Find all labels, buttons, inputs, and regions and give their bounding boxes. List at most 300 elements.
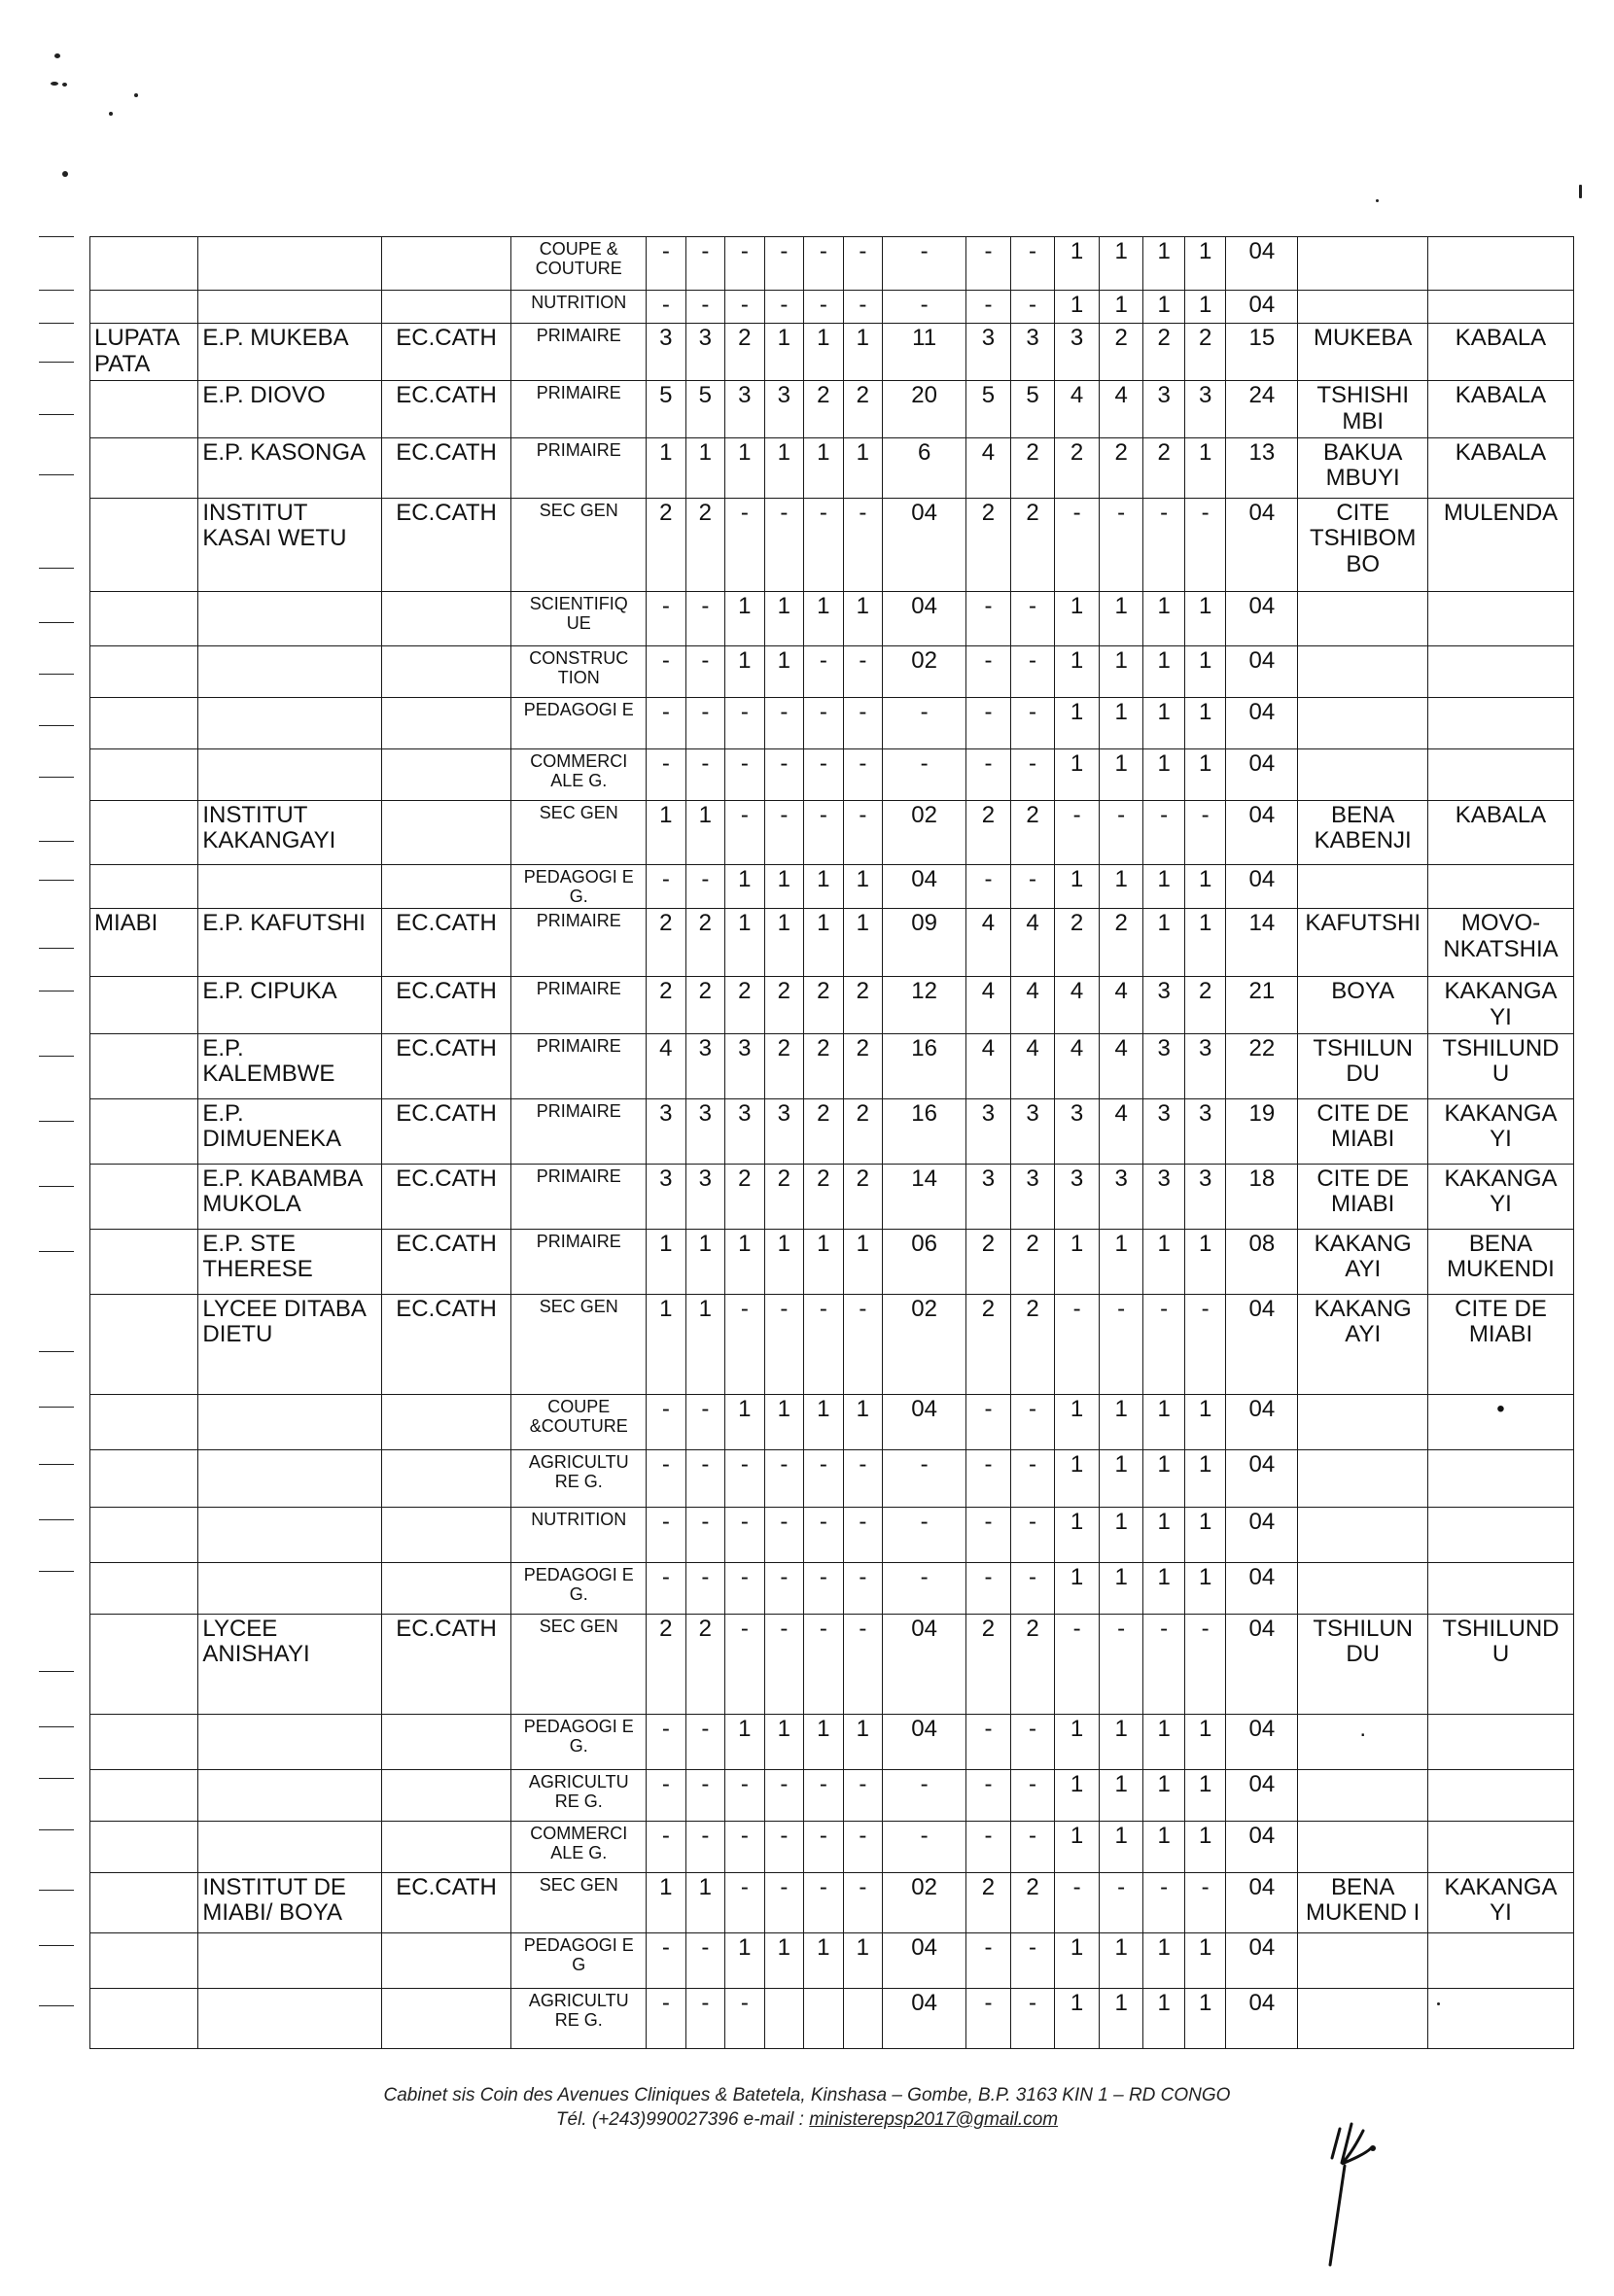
count-cell: 04 xyxy=(883,498,966,591)
count-cell: 3 xyxy=(685,1033,725,1098)
section-cell: PEDAGOGI E xyxy=(511,697,647,748)
count-cell: - xyxy=(883,1562,966,1614)
count-cell: - xyxy=(647,591,686,645)
count-cell: 1 xyxy=(1184,1394,1226,1449)
count-cell: - xyxy=(685,864,725,908)
count-cell: 1 xyxy=(725,437,765,498)
location-cell: . xyxy=(1298,1714,1428,1769)
count-cell: 1 xyxy=(1184,645,1226,697)
count-cell: 2 xyxy=(1143,324,1185,381)
count-cell: 2 xyxy=(685,908,725,976)
count-cell: 1 xyxy=(1184,908,1226,976)
count-cell: 1 xyxy=(1055,1507,1100,1562)
count-cell: - xyxy=(1010,291,1055,324)
location-cell: BENA MUKENDI xyxy=(1428,1229,1574,1294)
section-cell: PRIMAIRE xyxy=(511,324,647,381)
count-cell: - xyxy=(764,498,804,591)
table-row xyxy=(90,976,1574,1033)
count-cell: - xyxy=(1010,237,1055,291)
count-cell: 1 xyxy=(804,908,844,976)
location-cell: CITE DE MIABI xyxy=(1298,1164,1428,1229)
count-cell: 1 xyxy=(764,645,804,697)
zone-cell xyxy=(90,1033,198,1098)
count-cell: 1 xyxy=(1099,697,1143,748)
count-cell: 2 xyxy=(804,1098,844,1164)
count-cell: 2 xyxy=(1055,908,1100,976)
count-cell: - xyxy=(647,1714,686,1769)
count-cell: 1 xyxy=(725,645,765,697)
count-cell: - xyxy=(725,291,765,324)
count-cell: 3 xyxy=(1010,1098,1055,1164)
zone-cell xyxy=(90,1769,198,1821)
table-row xyxy=(90,1098,1574,1164)
location-cell xyxy=(1428,591,1574,645)
count-cell: 2 xyxy=(804,1164,844,1229)
count-cell: 1 xyxy=(1099,1821,1143,1872)
location-cell: • xyxy=(1428,1394,1574,1449)
regime-cell: EC.CATH xyxy=(381,437,511,498)
count-cell: 3 xyxy=(1055,1098,1100,1164)
count-cell: - xyxy=(843,697,883,748)
section-cell: COUPE &COUTURE xyxy=(511,1394,647,1449)
location-cell xyxy=(1428,645,1574,697)
zone-cell xyxy=(90,976,198,1033)
count-cell: - xyxy=(1010,1821,1055,1872)
count-cell: 2 xyxy=(647,908,686,976)
zone-cell xyxy=(90,1449,198,1507)
location-cell xyxy=(1428,1449,1574,1507)
table-row xyxy=(90,1872,1574,1932)
count-cell: 04 xyxy=(1226,1562,1298,1614)
count-cell: 1 xyxy=(1184,1769,1226,1821)
school-name-cell xyxy=(198,1449,381,1507)
count-cell: - xyxy=(764,1614,804,1714)
count-cell: - xyxy=(804,1294,844,1394)
count-cell: 1 xyxy=(1184,291,1226,324)
count-cell: - xyxy=(685,1394,725,1449)
count-cell: - xyxy=(647,1988,686,2048)
count-cell: 3 xyxy=(725,1098,765,1164)
zone-cell: LUPATA PATA xyxy=(90,324,198,381)
count-cell: - xyxy=(966,1769,1011,1821)
school-name-cell: INSTITUT DE MIABI/ BOYA xyxy=(198,1872,381,1932)
count-cell: - xyxy=(804,645,844,697)
count-cell: 1 xyxy=(1143,1988,1185,2048)
margin-tick xyxy=(39,622,74,623)
count-cell: - xyxy=(966,645,1011,697)
count-cell: 1 xyxy=(1055,291,1100,324)
table-row xyxy=(90,1394,1574,1449)
count-cell: 04 xyxy=(1226,645,1298,697)
count-cell: 1 xyxy=(804,1229,844,1294)
count-cell: - xyxy=(843,1614,883,1714)
footer-email-link[interactable]: ministerepsp2017@gmail.com xyxy=(809,2109,1059,2130)
count-cell: - xyxy=(804,697,844,748)
school-name-cell xyxy=(198,1769,381,1821)
count-cell: 02 xyxy=(883,645,966,697)
count-cell: 4 xyxy=(1055,976,1100,1033)
location-cell xyxy=(1298,1932,1428,1988)
count-cell: - xyxy=(764,800,804,864)
section-cell: SEC GEN xyxy=(511,1614,647,1714)
count-cell xyxy=(843,1988,883,2048)
count-cell: 3 xyxy=(1055,324,1100,381)
count-cell: 3 xyxy=(966,1098,1011,1164)
scan-speck xyxy=(62,171,68,177)
count-cell: 04 xyxy=(1226,800,1298,864)
count-cell: 3 xyxy=(647,324,686,381)
regime-cell xyxy=(381,1821,511,1872)
location-cell: KABALA xyxy=(1428,800,1574,864)
margin-tick xyxy=(39,777,74,778)
count-cell: 1 xyxy=(725,591,765,645)
count-cell: 16 xyxy=(883,1033,966,1098)
count-cell: 1 xyxy=(1055,864,1100,908)
count-cell: 06 xyxy=(883,1229,966,1294)
count-cell xyxy=(764,1988,804,2048)
count-cell: - xyxy=(1010,1394,1055,1449)
regime-cell xyxy=(381,697,511,748)
section-cell: PRIMAIRE xyxy=(511,1033,647,1098)
count-cell: 5 xyxy=(966,380,1011,437)
count-cell: 2 xyxy=(1184,976,1226,1033)
count-cell: 1 xyxy=(1099,748,1143,800)
scan-speck xyxy=(1376,199,1379,202)
count-cell: 3 xyxy=(1143,1033,1185,1098)
count-cell: 1 xyxy=(1055,1932,1100,1988)
count-cell: - xyxy=(725,800,765,864)
count-cell: - xyxy=(843,291,883,324)
count-cell: 1 xyxy=(1055,1562,1100,1614)
school-name-cell: INSTITUT KAKANGAYI xyxy=(198,800,381,864)
count-cell: 1 xyxy=(764,1714,804,1769)
count-cell: 3 xyxy=(764,1098,804,1164)
count-cell: 1 xyxy=(1055,1769,1100,1821)
school-staff-table xyxy=(89,236,1574,2049)
section-cell: SEC GEN xyxy=(511,800,647,864)
section-cell: PRIMAIRE xyxy=(511,437,647,498)
margin-tick xyxy=(39,1464,74,1465)
count-cell: - xyxy=(966,748,1011,800)
count-cell: - xyxy=(647,1449,686,1507)
count-cell: - xyxy=(764,1507,804,1562)
section-cell: NUTRITION xyxy=(511,291,647,324)
count-cell: - xyxy=(1099,498,1143,591)
handwritten-signature xyxy=(1313,2109,1400,2275)
margin-tick xyxy=(39,1571,74,1572)
count-cell: 5 xyxy=(647,380,686,437)
count-cell: - xyxy=(725,1449,765,1507)
count-cell: - xyxy=(804,1449,844,1507)
count-cell: - xyxy=(966,1988,1011,2048)
count-cell: - xyxy=(804,1614,844,1714)
section-cell: PRIMAIRE xyxy=(511,1229,647,1294)
count-cell: 1 xyxy=(1143,1507,1185,1562)
count-cell: 1 xyxy=(1143,908,1185,976)
count-cell: - xyxy=(843,1562,883,1614)
regime-cell: EC.CATH xyxy=(381,1229,511,1294)
count-cell: 1 xyxy=(1099,1449,1143,1507)
count-cell: - xyxy=(647,645,686,697)
count-cell: 3 xyxy=(1184,1033,1226,1098)
count-cell: 04 xyxy=(1226,1821,1298,1872)
count-cell: 1 xyxy=(1099,237,1143,291)
school-name-cell: E.P. KABAMBA MUKOLA xyxy=(198,1164,381,1229)
count-cell: 2 xyxy=(843,380,883,437)
table-row xyxy=(90,591,1574,645)
count-cell: 1 xyxy=(804,324,844,381)
margin-tick xyxy=(39,2005,74,2006)
count-cell: 4 xyxy=(1010,976,1055,1033)
location-cell xyxy=(1298,1988,1428,2048)
count-cell: 1 xyxy=(685,1294,725,1394)
count-cell: 1 xyxy=(843,1394,883,1449)
count-cell: 09 xyxy=(883,908,966,976)
count-cell: - xyxy=(1010,1449,1055,1507)
count-cell: 1 xyxy=(843,864,883,908)
count-cell: 1 xyxy=(685,437,725,498)
count-cell: 2 xyxy=(685,1614,725,1714)
count-cell xyxy=(804,1988,844,2048)
count-cell: 1 xyxy=(1143,697,1185,748)
count-cell: 1 xyxy=(764,864,804,908)
count-cell: - xyxy=(685,291,725,324)
count-cell: 2 xyxy=(1010,800,1055,864)
count-cell: 3 xyxy=(647,1164,686,1229)
count-cell: - xyxy=(843,645,883,697)
count-cell: - xyxy=(725,1872,765,1932)
location-cell: KABALA xyxy=(1428,324,1574,381)
count-cell: - xyxy=(883,748,966,800)
count-cell: - xyxy=(804,1821,844,1872)
count-cell: 1 xyxy=(1055,1988,1100,2048)
regime-cell xyxy=(381,864,511,908)
school-name-cell xyxy=(198,864,381,908)
zone-cell xyxy=(90,1507,198,1562)
count-cell: 1 xyxy=(804,437,844,498)
scan-speck xyxy=(134,93,138,97)
count-cell: 04 xyxy=(1226,748,1298,800)
count-cell: 3 xyxy=(966,1164,1011,1229)
regime-cell: EC.CATH xyxy=(381,1614,511,1714)
table-row xyxy=(90,908,1574,976)
count-cell: 2 xyxy=(966,1872,1011,1932)
count-cell: 21 xyxy=(1226,976,1298,1033)
zone-cell xyxy=(90,237,198,291)
count-cell: 2 xyxy=(1099,324,1143,381)
count-cell: - xyxy=(1055,1872,1100,1932)
regime-cell: EC.CATH xyxy=(381,380,511,437)
scan-speck xyxy=(54,53,60,58)
count-cell: 3 xyxy=(725,1033,765,1098)
count-cell: 3 xyxy=(1010,324,1055,381)
count-cell: - xyxy=(1055,1294,1100,1394)
count-cell: - xyxy=(804,498,844,591)
location-cell xyxy=(1298,1769,1428,1821)
count-cell: - xyxy=(1010,645,1055,697)
location-cell xyxy=(1428,748,1574,800)
count-cell: 2 xyxy=(685,498,725,591)
count-cell: - xyxy=(685,591,725,645)
count-cell: - xyxy=(685,237,725,291)
margin-tick xyxy=(39,674,74,675)
count-cell: - xyxy=(1010,864,1055,908)
count-cell: 2 xyxy=(1010,1872,1055,1932)
regime-cell: EC.CATH xyxy=(381,1294,511,1394)
count-cell: - xyxy=(1010,748,1055,800)
school-name-cell: E.P. KASONGA xyxy=(198,437,381,498)
zone-cell xyxy=(90,437,198,498)
count-cell: 04 xyxy=(883,1932,966,1988)
count-cell: 04 xyxy=(1226,1932,1298,1988)
count-cell: 04 xyxy=(1226,1714,1298,1769)
count-cell: 3 xyxy=(1184,1164,1226,1229)
regime-cell xyxy=(381,800,511,864)
count-cell: - xyxy=(843,1872,883,1932)
location-cell xyxy=(1428,1821,1574,1872)
count-cell: - xyxy=(685,748,725,800)
location-cell xyxy=(1298,237,1428,291)
count-cell: - xyxy=(804,237,844,291)
regime-cell: EC.CATH xyxy=(381,1164,511,1229)
count-cell: 1 xyxy=(647,1229,686,1294)
location-cell xyxy=(1428,697,1574,748)
table-row xyxy=(90,645,1574,697)
count-cell: - xyxy=(725,498,765,591)
count-cell: 2 xyxy=(725,976,765,1033)
count-cell: 1 xyxy=(804,1932,844,1988)
count-cell: 1 xyxy=(1055,1714,1100,1769)
count-cell: 1 xyxy=(1143,591,1185,645)
count-cell: 2 xyxy=(647,1614,686,1714)
zone-cell xyxy=(90,800,198,864)
count-cell: 2 xyxy=(1010,1229,1055,1294)
count-cell: - xyxy=(647,1769,686,1821)
location-cell: MUKEBA xyxy=(1298,324,1428,381)
count-cell: - xyxy=(685,1988,725,2048)
count-cell: 2 xyxy=(966,1294,1011,1394)
count-cell: - xyxy=(764,291,804,324)
count-cell: - xyxy=(685,1714,725,1769)
count-cell: 3 xyxy=(725,380,765,437)
section-cell: PRIMAIRE xyxy=(511,908,647,976)
count-cell: - xyxy=(685,1449,725,1507)
zone-cell: MIABI xyxy=(90,908,198,976)
margin-tick xyxy=(39,841,74,842)
count-cell: 1 xyxy=(1143,1229,1185,1294)
count-cell: 15 xyxy=(1226,324,1298,381)
location-cell xyxy=(1298,1394,1428,1449)
scan-speck xyxy=(109,112,113,116)
location-cell: MULENDA xyxy=(1428,498,1574,591)
zone-cell xyxy=(90,291,198,324)
count-cell: - xyxy=(647,237,686,291)
count-cell: - xyxy=(685,1932,725,1988)
section-cell: AGRICULTU RE G. xyxy=(511,1449,647,1507)
regime-cell xyxy=(381,1714,511,1769)
count-cell: 3 xyxy=(1143,1098,1185,1164)
count-cell: 04 xyxy=(883,591,966,645)
table-row xyxy=(90,1507,1574,1562)
count-cell: - xyxy=(725,1562,765,1614)
count-cell: 04 xyxy=(1226,498,1298,591)
location-cell xyxy=(1428,1932,1574,1988)
margin-tick xyxy=(39,1829,74,1830)
count-cell: 04 xyxy=(883,1394,966,1449)
school-name-cell xyxy=(198,697,381,748)
count-cell: - xyxy=(647,1394,686,1449)
section-cell: SEC GEN xyxy=(511,498,647,591)
location-cell: TSHILUN DU xyxy=(1298,1614,1428,1714)
count-cell: 2 xyxy=(843,1164,883,1229)
zone-cell xyxy=(90,1229,198,1294)
count-cell: - xyxy=(725,1988,765,2048)
regime-cell: EC.CATH xyxy=(381,1098,511,1164)
count-cell: 1 xyxy=(1099,1988,1143,2048)
count-cell: 1 xyxy=(1184,1988,1226,2048)
count-cell: 1 xyxy=(1143,291,1185,324)
zone-cell xyxy=(90,1932,198,1988)
count-cell: 2 xyxy=(966,498,1011,591)
count-cell: 04 xyxy=(1226,237,1298,291)
location-cell xyxy=(1428,291,1574,324)
margin-tick xyxy=(39,880,74,881)
count-cell: 4 xyxy=(1099,1098,1143,1164)
count-cell: - xyxy=(883,237,966,291)
table-row xyxy=(90,498,1574,591)
location-cell xyxy=(1298,1449,1428,1507)
count-cell: 1 xyxy=(1184,864,1226,908)
count-cell: - xyxy=(1099,800,1143,864)
count-cell: - xyxy=(1010,1507,1055,1562)
footer-phone: Tél. (+243)990027396 e-mail : xyxy=(555,2109,810,2130)
count-cell: - xyxy=(647,697,686,748)
section-cell: PRIMAIRE xyxy=(511,380,647,437)
count-cell: 1 xyxy=(1143,1449,1185,1507)
count-cell: 1 xyxy=(843,591,883,645)
section-cell: SEC GEN xyxy=(511,1872,647,1932)
count-cell: 2 xyxy=(843,1098,883,1164)
regime-cell: EC.CATH xyxy=(381,976,511,1033)
margin-tick xyxy=(39,1671,74,1672)
count-cell: 1 xyxy=(725,1932,765,1988)
count-cell: 20 xyxy=(883,380,966,437)
location-cell: CITE TSHIBOM BO xyxy=(1298,498,1428,591)
regime-cell: EC.CATH xyxy=(381,1033,511,1098)
count-cell: 4 xyxy=(1055,1033,1100,1098)
count-cell: - xyxy=(966,697,1011,748)
location-cell xyxy=(1298,645,1428,697)
count-cell: - xyxy=(966,1507,1011,1562)
count-cell: 04 xyxy=(1226,1507,1298,1562)
regime-cell xyxy=(381,1769,511,1821)
count-cell: 2 xyxy=(966,800,1011,864)
count-cell: 1 xyxy=(1184,1714,1226,1769)
school-name-cell xyxy=(198,748,381,800)
table-row xyxy=(90,864,1574,908)
count-cell: - xyxy=(883,1821,966,1872)
count-cell: 3 xyxy=(764,380,804,437)
count-cell: 1 xyxy=(647,1294,686,1394)
section-cell: PRIMAIRE xyxy=(511,1098,647,1164)
location-cell: KABALA xyxy=(1428,380,1574,437)
school-name-cell xyxy=(198,645,381,697)
location-cell: TSHILUN DU xyxy=(1298,1033,1428,1098)
count-cell: 1 xyxy=(843,1932,883,1988)
count-cell: - xyxy=(883,1449,966,1507)
margin-tick xyxy=(39,474,74,475)
count-cell: 1 xyxy=(1143,1821,1185,1872)
